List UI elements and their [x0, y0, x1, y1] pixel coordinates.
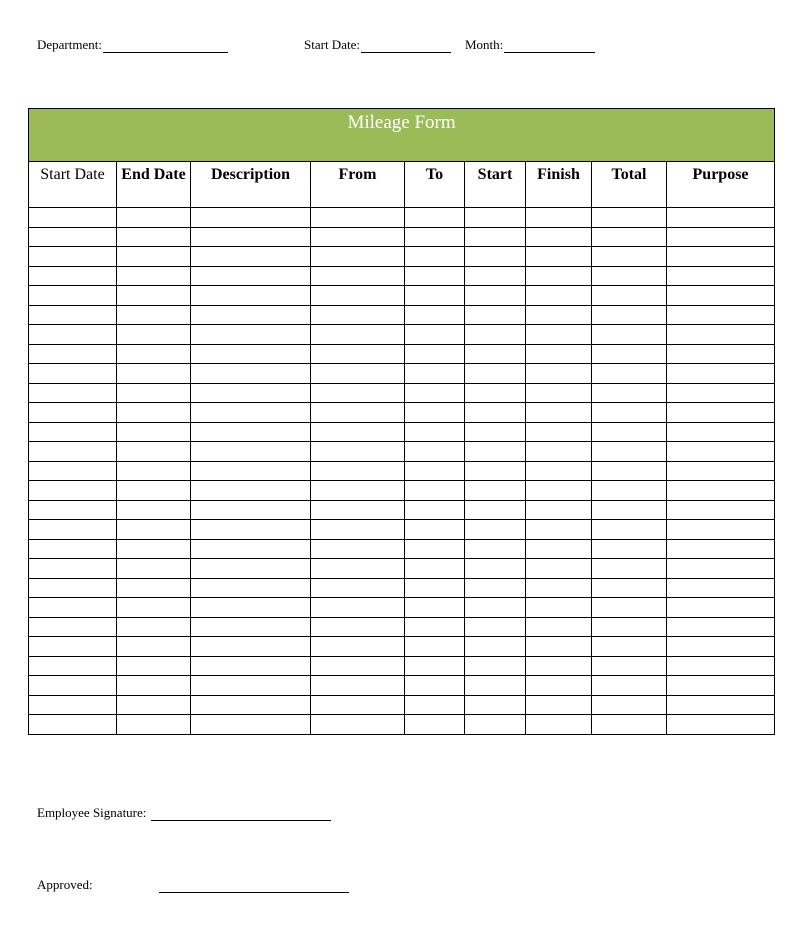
column-header-end-date: End Date	[117, 162, 191, 208]
table-cell[interactable]	[29, 305, 117, 325]
table-cell[interactable]	[405, 481, 465, 501]
table-cell[interactable]	[117, 559, 191, 579]
table-cell[interactable]	[311, 715, 405, 735]
column-header-from: From	[311, 162, 405, 208]
table-cell[interactable]	[526, 656, 592, 676]
table-row	[29, 598, 775, 618]
table-cell[interactable]	[29, 656, 117, 676]
table-cell[interactable]	[405, 286, 465, 306]
table-cell[interactable]	[117, 695, 191, 715]
employee-signature-line[interactable]	[151, 806, 331, 821]
approved-field	[37, 877, 349, 893]
start-date-field	[304, 37, 451, 53]
table-cell[interactable]	[191, 266, 311, 286]
table-cell[interactable]	[311, 344, 405, 364]
table-cell[interactable]	[29, 364, 117, 384]
department-input-line[interactable]	[103, 38, 228, 53]
table-cell[interactable]	[465, 442, 526, 462]
column-header-description: Description	[191, 162, 311, 208]
table-cell[interactable]	[191, 286, 311, 306]
table-cell[interactable]	[311, 676, 405, 696]
table-cell[interactable]	[191, 461, 311, 481]
column-header-purpose: Purpose	[667, 162, 775, 208]
column-header-start: Start	[465, 162, 526, 208]
table-cell[interactable]	[191, 403, 311, 423]
table-cell[interactable]	[117, 598, 191, 618]
table-cell[interactable]	[191, 325, 311, 345]
table-cell[interactable]	[592, 305, 667, 325]
table-cell[interactable]	[667, 442, 775, 462]
table-cell[interactable]	[526, 637, 592, 657]
table-cell[interactable]	[592, 539, 667, 559]
table-cell[interactable]	[117, 266, 191, 286]
table-cell[interactable]	[405, 520, 465, 540]
table-cell[interactable]	[526, 364, 592, 384]
table-cell[interactable]	[465, 364, 526, 384]
table-cell[interactable]	[29, 520, 117, 540]
table-cell[interactable]	[526, 286, 592, 306]
table-cell[interactable]	[29, 695, 117, 715]
table-cell[interactable]	[592, 344, 667, 364]
table-cell[interactable]	[667, 364, 775, 384]
table-cell[interactable]	[29, 500, 117, 520]
table-cell[interactable]	[29, 383, 117, 403]
table-cell[interactable]	[29, 247, 117, 267]
table-cell[interactable]	[465, 227, 526, 247]
table-row	[29, 637, 775, 657]
table-cell[interactable]	[526, 227, 592, 247]
table-cell[interactable]	[29, 617, 117, 637]
table-row	[29, 403, 775, 423]
table-cell[interactable]	[117, 305, 191, 325]
table-cell[interactable]	[311, 208, 405, 228]
table-cell[interactable]	[191, 695, 311, 715]
table-cell[interactable]	[29, 266, 117, 286]
table-cell[interactable]	[465, 520, 526, 540]
table-cell[interactable]	[667, 481, 775, 501]
table-row	[29, 383, 775, 403]
table-cell[interactable]	[405, 715, 465, 735]
table-cell[interactable]	[191, 539, 311, 559]
table-cell[interactable]	[526, 344, 592, 364]
table-cell[interactable]	[29, 344, 117, 364]
table-cell[interactable]	[191, 715, 311, 735]
table-cell[interactable]	[191, 520, 311, 540]
table-row	[29, 364, 775, 384]
table-cell[interactable]	[667, 500, 775, 520]
table-row	[29, 676, 775, 696]
table-cell[interactable]	[29, 286, 117, 306]
table-row	[29, 227, 775, 247]
table-cell[interactable]	[405, 578, 465, 598]
table-cell[interactable]	[526, 442, 592, 462]
table-cell[interactable]	[311, 383, 405, 403]
table-cell[interactable]	[117, 208, 191, 228]
table-row	[29, 305, 775, 325]
table-cell[interactable]	[465, 617, 526, 637]
table-cell[interactable]	[592, 676, 667, 696]
employee-signature-field	[37, 805, 331, 821]
column-header-to: To	[405, 162, 465, 208]
table-cell[interactable]	[29, 403, 117, 423]
table-cell[interactable]	[667, 617, 775, 637]
table-cell[interactable]	[667, 578, 775, 598]
table-cell[interactable]	[405, 442, 465, 462]
table-cell[interactable]	[311, 656, 405, 676]
table-cell[interactable]	[405, 617, 465, 637]
table-cell[interactable]	[405, 422, 465, 442]
table-cell[interactable]	[311, 617, 405, 637]
table-cell[interactable]	[667, 520, 775, 540]
table-cell[interactable]	[526, 715, 592, 735]
table-cell[interactable]	[405, 344, 465, 364]
table-row	[29, 539, 775, 559]
table-cell[interactable]	[526, 676, 592, 696]
table-cell[interactable]	[191, 305, 311, 325]
table-cell[interactable]	[191, 364, 311, 384]
table-cell[interactable]	[29, 598, 117, 618]
table-row	[29, 422, 775, 442]
table-cell[interactable]	[191, 383, 311, 403]
table-cell[interactable]	[667, 539, 775, 559]
table-cell[interactable]	[405, 383, 465, 403]
table-cell[interactable]	[405, 637, 465, 657]
table-cell[interactable]	[465, 286, 526, 306]
table-cell[interactable]	[465, 305, 526, 325]
table-cell[interactable]	[465, 325, 526, 345]
table-cell[interactable]	[465, 578, 526, 598]
employee-signature-label: Employee Signature:	[37, 805, 147, 820]
table-cell[interactable]	[405, 656, 465, 676]
table-cell[interactable]	[465, 383, 526, 403]
table-row	[29, 344, 775, 364]
month-field	[465, 37, 595, 53]
table-cell[interactable]	[667, 715, 775, 735]
table-cell[interactable]	[117, 481, 191, 501]
table-cell[interactable]	[117, 383, 191, 403]
table-cell[interactable]	[465, 559, 526, 579]
table-row	[29, 617, 775, 637]
column-header-total: Total	[592, 162, 667, 208]
table-row	[29, 559, 775, 579]
table-cell[interactable]	[311, 461, 405, 481]
table-cell[interactable]	[592, 208, 667, 228]
table-cell[interactable]	[191, 617, 311, 637]
table-cell[interactable]	[29, 715, 117, 735]
table-cell[interactable]	[667, 286, 775, 306]
table-cell[interactable]	[592, 656, 667, 676]
table-cell[interactable]	[465, 539, 526, 559]
department-label: Department:	[37, 37, 102, 52]
table-cell[interactable]	[465, 247, 526, 267]
table-cell[interactable]	[592, 598, 667, 618]
table-row	[29, 442, 775, 462]
table-cell[interactable]	[29, 461, 117, 481]
table-cell[interactable]	[592, 403, 667, 423]
start-date-input-line[interactable]	[361, 38, 451, 53]
table-cell[interactable]	[117, 578, 191, 598]
table-row	[29, 286, 775, 306]
table-cell[interactable]	[526, 325, 592, 345]
table-cell[interactable]	[465, 715, 526, 735]
table-cell[interactable]	[311, 227, 405, 247]
table-cell[interactable]	[465, 266, 526, 286]
table-cell[interactable]	[191, 637, 311, 657]
table-cell[interactable]	[526, 695, 592, 715]
table-cell[interactable]	[29, 208, 117, 228]
table-cell[interactable]	[667, 227, 775, 247]
table-cell[interactable]	[526, 578, 592, 598]
table-cell[interactable]	[592, 286, 667, 306]
approved-label: Approved:	[37, 877, 93, 892]
table-row	[29, 247, 775, 267]
table-cell[interactable]	[311, 286, 405, 306]
table-cell[interactable]	[526, 500, 592, 520]
table-cell[interactable]	[592, 500, 667, 520]
table-cell[interactable]	[592, 559, 667, 579]
table-cell[interactable]	[405, 403, 465, 423]
table-cell[interactable]	[117, 247, 191, 267]
table-cell[interactable]	[29, 481, 117, 501]
table-cell[interactable]	[311, 481, 405, 501]
table-cell[interactable]	[667, 676, 775, 696]
table-cell[interactable]	[405, 598, 465, 618]
table-cell[interactable]	[311, 637, 405, 657]
table-cell[interactable]	[526, 247, 592, 267]
table-cell[interactable]	[405, 227, 465, 247]
table-cell[interactable]	[526, 383, 592, 403]
mileage-table	[28, 108, 775, 735]
table-cell[interactable]	[311, 598, 405, 618]
table-cell[interactable]	[311, 364, 405, 384]
table-cell[interactable]	[405, 305, 465, 325]
table-cell[interactable]	[592, 247, 667, 267]
table-cell[interactable]	[117, 325, 191, 345]
table-cell[interactable]	[667, 598, 775, 618]
table-cell[interactable]	[465, 481, 526, 501]
table-cell[interactable]	[592, 461, 667, 481]
table-cell[interactable]	[465, 403, 526, 423]
table-cell[interactable]	[191, 500, 311, 520]
table-cell[interactable]	[592, 695, 667, 715]
table-cell[interactable]	[592, 364, 667, 384]
table-cell[interactable]	[667, 695, 775, 715]
table-cell[interactable]	[592, 383, 667, 403]
table-cell[interactable]	[405, 461, 465, 481]
table-cell[interactable]	[405, 695, 465, 715]
table-cell[interactable]	[191, 656, 311, 676]
table-cell[interactable]	[526, 481, 592, 501]
start-date-label: Start Date:	[304, 37, 360, 52]
table-cell[interactable]	[405, 500, 465, 520]
table-cell[interactable]	[191, 247, 311, 267]
table-cell[interactable]	[117, 637, 191, 657]
table-cell[interactable]	[592, 422, 667, 442]
table-cell[interactable]	[311, 442, 405, 462]
table-cell[interactable]	[526, 559, 592, 579]
table-row	[29, 520, 775, 540]
department-field	[37, 37, 228, 53]
table-row	[29, 461, 775, 481]
table-cell[interactable]	[117, 520, 191, 540]
table-cell[interactable]	[592, 227, 667, 247]
table-cell[interactable]	[465, 344, 526, 364]
table-cell[interactable]	[117, 403, 191, 423]
table-cell[interactable]	[191, 422, 311, 442]
column-header-start-date: Start Date	[29, 162, 117, 208]
table-cell[interactable]	[667, 208, 775, 228]
table-cell[interactable]	[311, 520, 405, 540]
table-cell[interactable]	[667, 461, 775, 481]
table-cell[interactable]	[405, 676, 465, 696]
table-cell[interactable]	[191, 208, 311, 228]
table-body	[29, 208, 775, 735]
table-row	[29, 266, 775, 286]
table-cell[interactable]	[311, 266, 405, 286]
month-input-line[interactable]	[504, 38, 595, 53]
table-cell[interactable]	[592, 617, 667, 637]
table-cell[interactable]	[592, 442, 667, 462]
table-cell[interactable]	[592, 578, 667, 598]
table-cell[interactable]	[311, 695, 405, 715]
table-row	[29, 500, 775, 520]
table-cell[interactable]	[29, 637, 117, 657]
table-cell[interactable]	[526, 266, 592, 286]
table-cell[interactable]	[191, 676, 311, 696]
table-cell[interactable]	[667, 344, 775, 364]
table-row	[29, 695, 775, 715]
table-cell[interactable]	[405, 364, 465, 384]
table-cell[interactable]	[29, 422, 117, 442]
table-cell[interactable]	[465, 461, 526, 481]
table-cell[interactable]	[29, 442, 117, 462]
table-cell[interactable]	[191, 344, 311, 364]
table-cell[interactable]	[191, 227, 311, 247]
table-row	[29, 656, 775, 676]
table-row	[29, 325, 775, 345]
table-cell[interactable]	[526, 461, 592, 481]
table-cell[interactable]	[191, 559, 311, 579]
table-row	[29, 715, 775, 735]
table-cell[interactable]	[667, 383, 775, 403]
table-cell[interactable]	[592, 266, 667, 286]
month-label: Month:	[465, 37, 504, 52]
table-cell[interactable]	[29, 578, 117, 598]
table-cell[interactable]	[117, 676, 191, 696]
table-cell[interactable]	[191, 481, 311, 501]
table-cell[interactable]	[405, 208, 465, 228]
table-cell[interactable]	[667, 247, 775, 267]
table-cell[interactable]	[667, 422, 775, 442]
table-cell[interactable]	[117, 715, 191, 735]
table-cell[interactable]	[117, 227, 191, 247]
table-cell[interactable]	[526, 520, 592, 540]
table-cell[interactable]	[311, 578, 405, 598]
table-cell[interactable]	[405, 247, 465, 267]
table-cell[interactable]	[191, 442, 311, 462]
table-cell[interactable]	[405, 559, 465, 579]
approved-signature-line[interactable]	[159, 878, 349, 893]
table-cell[interactable]	[117, 500, 191, 520]
table-row	[29, 578, 775, 598]
table-cell[interactable]	[667, 656, 775, 676]
table-cell[interactable]	[29, 676, 117, 696]
table-cell[interactable]	[117, 364, 191, 384]
table-cell[interactable]	[465, 500, 526, 520]
table-cell[interactable]	[592, 325, 667, 345]
table-cell[interactable]	[311, 325, 405, 345]
table-cell[interactable]	[667, 305, 775, 325]
table-cell[interactable]	[117, 422, 191, 442]
table-cell[interactable]	[465, 598, 526, 618]
table-cell[interactable]	[29, 539, 117, 559]
table-cell[interactable]	[311, 422, 405, 442]
table-cell[interactable]	[311, 539, 405, 559]
table-cell[interactable]	[526, 305, 592, 325]
table-cell[interactable]	[311, 500, 405, 520]
table-cell[interactable]	[667, 403, 775, 423]
table-row	[29, 481, 775, 501]
table-cell[interactable]	[191, 598, 311, 618]
column-header-row	[29, 162, 775, 208]
table-cell[interactable]	[667, 559, 775, 579]
table-cell[interactable]	[405, 325, 465, 345]
table-cell[interactable]	[667, 266, 775, 286]
table-cell[interactable]	[117, 442, 191, 462]
table-cell[interactable]	[465, 208, 526, 228]
table-cell[interactable]	[405, 539, 465, 559]
table-cell[interactable]	[465, 656, 526, 676]
table-cell[interactable]	[117, 539, 191, 559]
table-cell[interactable]	[311, 559, 405, 579]
table-cell[interactable]	[117, 656, 191, 676]
table-cell[interactable]	[465, 695, 526, 715]
table-row	[29, 208, 775, 228]
table-cell[interactable]	[191, 578, 311, 598]
table-cell[interactable]	[592, 481, 667, 501]
table-cell[interactable]	[592, 520, 667, 540]
table-cell[interactable]	[29, 227, 117, 247]
table-cell[interactable]	[117, 461, 191, 481]
column-header-finish: Finish	[526, 162, 592, 208]
table-cell[interactable]	[592, 637, 667, 657]
table-cell[interactable]	[526, 598, 592, 618]
table-cell[interactable]	[311, 403, 405, 423]
table-cell[interactable]	[526, 617, 592, 637]
table-cell[interactable]	[405, 266, 465, 286]
table-cell[interactable]	[117, 344, 191, 364]
table-cell[interactable]	[592, 715, 667, 735]
table-cell[interactable]	[465, 422, 526, 442]
table-cell[interactable]	[311, 247, 405, 267]
table-cell[interactable]	[465, 676, 526, 696]
table-cell[interactable]	[29, 325, 117, 345]
table-cell[interactable]	[29, 559, 117, 579]
table-cell[interactable]	[465, 637, 526, 657]
form-title: Mileage Form	[29, 109, 775, 162]
table-cell[interactable]	[311, 305, 405, 325]
table-cell[interactable]	[526, 539, 592, 559]
table-cell[interactable]	[117, 286, 191, 306]
table-cell[interactable]	[526, 403, 592, 423]
table-cell[interactable]	[667, 637, 775, 657]
table-cell[interactable]	[526, 422, 592, 442]
table-cell[interactable]	[526, 208, 592, 228]
table-cell[interactable]	[667, 325, 775, 345]
table-cell[interactable]	[117, 617, 191, 637]
